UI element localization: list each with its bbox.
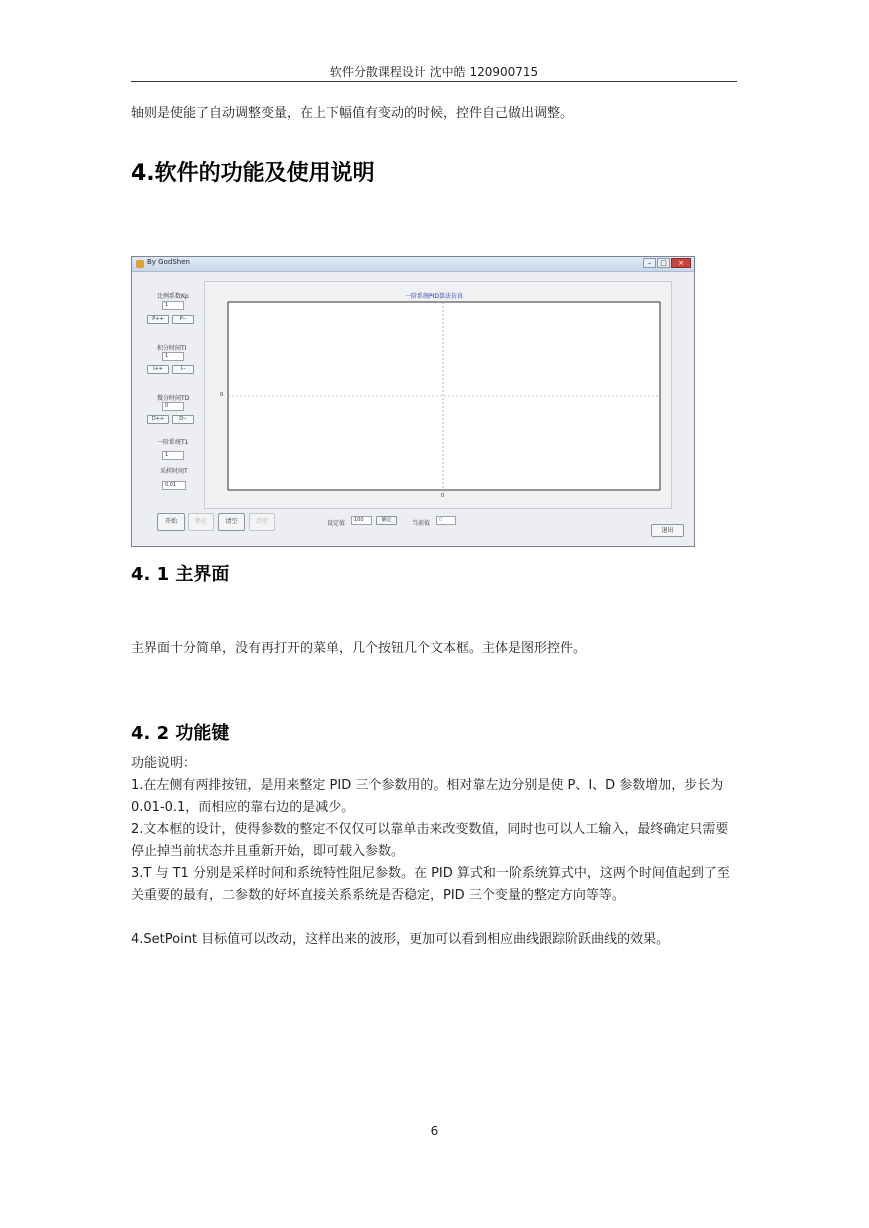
y-axis-tick: 0	[220, 392, 224, 398]
function-description-heading: 功能说明：	[131, 756, 197, 771]
kp-label: 比例系数Kp	[157, 293, 189, 300]
kp-input[interactable]: 1	[162, 301, 184, 310]
maximize-button[interactable]: □	[657, 258, 670, 268]
kp-decrease-button[interactable]: P--	[172, 315, 194, 324]
intro-line: 轴则是使能了自动调整变量，在上下幅值有变动的时候，控件自己做出调整。	[131, 106, 574, 121]
td-label: 微分时间TD	[157, 395, 190, 402]
window-title: By GodShen	[147, 258, 190, 266]
stop-button[interactable]: 停止	[188, 513, 214, 531]
t1-label: 一阶系统T1	[157, 439, 189, 446]
app-window	[131, 256, 695, 547]
minimize-button[interactable]: –	[643, 258, 656, 268]
sample-time-label: 采样时间T	[160, 468, 188, 475]
function-item-4: 4.SetPoint 目标值可以改动，这样出来的波形，更加可以看到相应曲线跟踪阶跃曲线的效果。	[131, 932, 670, 947]
chart-title: 一阶系统PID算法仿真	[405, 293, 464, 300]
td-increase-button[interactable]: D++	[147, 415, 169, 424]
section-4-1-title: 4. 1 主界面	[131, 564, 230, 585]
confirm-button[interactable]: 确定	[376, 516, 397, 525]
x-axis-tick: 0	[441, 493, 445, 499]
function-item-1: 1.在左侧有两排按钮，是用来整定 PID 三个参数用的。相对靠左边分别是使 P、I、D 参数增加，步长为 0.01-0.1，而相应的靠右边的是减少。	[131, 778, 724, 815]
ti-decrease-button[interactable]: I--	[172, 365, 194, 374]
clear-button[interactable]: 清空	[218, 513, 245, 531]
ti-input[interactable]: 1	[162, 352, 184, 361]
history-button[interactable]: 历史	[249, 513, 275, 531]
function-item-3: 3.T 与 T1 分别是采样时间和系统特性阻尼参数。在 PID 算式和一阶系统算式中，这两个时间值起到了至关重要的最有，二参数的好坏直接关系系统是否稳定，PID 三个变量的整定方向等等。	[131, 866, 730, 903]
setpoint-input[interactable]: 100	[351, 516, 372, 525]
app-icon	[136, 260, 144, 268]
setpoint-label: 设定值	[327, 520, 346, 527]
header-divider	[131, 81, 737, 82]
kp-increase-button[interactable]: P++	[147, 315, 169, 324]
exit-button[interactable]: 退出	[651, 524, 684, 537]
section-4-1-body: 主界面十分简单，没有再打开的菜单，几个按钮几个文本框。主体是图形控件。	[131, 641, 587, 656]
chart-plot	[227, 301, 661, 491]
td-decrease-button[interactable]: D--	[172, 415, 194, 424]
page-header: 软件分散课程设计 沈中皓 120900715	[329, 65, 539, 79]
sample-time-input[interactable]: 0.01	[162, 481, 186, 490]
start-button[interactable]: 开始	[157, 513, 185, 531]
function-item-2: 2.文本框的设计，使得参数的整定不仅仅可以靠单击来改变数值，同时也可以人工输入，最终确定只需要停止掉当前状态并且重新开始，即可载入参数。	[131, 822, 729, 859]
t1-input[interactable]: 1	[162, 451, 184, 460]
ti-increase-button[interactable]: I++	[147, 365, 169, 374]
td-input[interactable]: 0	[162, 402, 184, 411]
current-value-label: 当前值	[412, 520, 431, 527]
window-titlebar	[132, 257, 694, 272]
ti-label: 积分时间TI	[157, 345, 187, 352]
close-button[interactable]: ×	[671, 258, 691, 268]
section-title: 4.软件的功能及使用说明	[131, 161, 375, 186]
section-4-2-title: 4. 2 功能键	[131, 723, 230, 744]
current-value-field: 0	[436, 516, 456, 525]
page-number: 6	[430, 1124, 439, 1138]
